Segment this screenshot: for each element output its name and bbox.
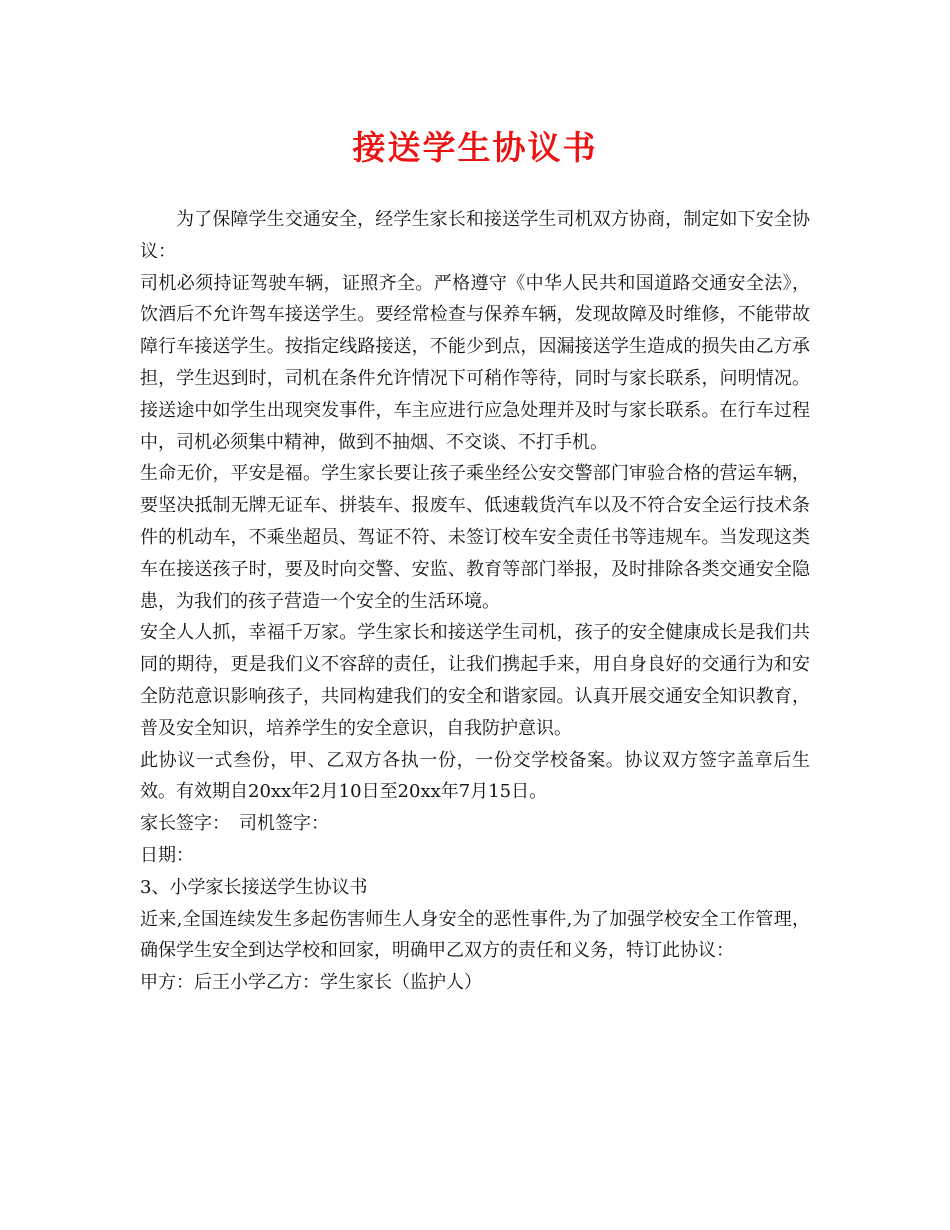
parent-duties-paragraph: 生命无价，平安是福。学生家长要让孩子乘坐经公安交警部门审验合格的营运车辆，要坚决抵制无牌无证车、拼装车、报废车、低速载货汽车以及不符合安全运行技术条件的机动车，不乘坐超员、驾证不符、未签订校车安全责任书等违规车。当发现这类车在接送孩子时，要及时向交警、安监、教育等部门举报，及时排除各类交通安全隐患，为我们的孩子营造一个安全的生活环境。 bbox=[140, 463, 810, 612]
validity-paragraph: 此协议一式叁份，甲、乙双方各执一份，一份交学校备案。协议双方签字盖章后生效。有效期自20xx年2月10日至20xx年7月15日。 bbox=[140, 749, 810, 803]
driver-rules-paragraph: 司机必须持证驾驶车辆，证照齐全。严格遵守《中华人民共和国道路交通安全法》，饮酒后不允许驾车接送学生。要经常检查与保养车辆，发现故障及时维修，不能带故障行车接送学生。按指定线路接送，不能少到点，因漏接送学生造成的损失由乙方承担，学生迟到时，司机在条件允许情况下可稍作等待，同时与家长联系，问明情况。接送途中如学生出现突发事件，车主应进行应急处理并及时与家长联系。在行车过程中，司机必须集中精神，做到不抽烟、不交谈、不打手机。 bbox=[140, 272, 810, 453]
document-body bbox=[140, 204, 810, 999]
section-heading: 3、小学家长接送学生协议书 bbox=[140, 876, 368, 898]
parties-line: 甲方：后王小学乙方：学生家长（监护人） bbox=[140, 972, 482, 994]
document-title: 接送学生协议书 bbox=[352, 128, 598, 167]
section-intro-paragraph: 近来,全国连续发生多起伤害师生人身安全的恶性事件,为了加强学校安全工作管理，确保学生安全到达学校和回家，明确甲乙双方的责任和义务，特订此协议： bbox=[140, 908, 810, 962]
intro-paragraph: 为了保障学生交通安全，经学生家长和接送学生司机双方协商，制定如下安全协议： bbox=[140, 209, 810, 262]
safety-education-paragraph: 安全人人抓，幸福千万家。学生家长和接送学生司机，孩子的安全健康成长是我们共同的期待，更是我们义不容辞的责任，让我们携起手来，用自身良好的交通行为和安全防范意识影响孩子，共同构建我们的安全和谐家园。认真开展交通安全知识教育，普及安全知识，培养学生的安全意识，自我防护意识。 bbox=[140, 622, 810, 739]
date-line: 日期： bbox=[140, 844, 194, 866]
signature-line: 家长签字： 司机签字： bbox=[140, 813, 329, 835]
